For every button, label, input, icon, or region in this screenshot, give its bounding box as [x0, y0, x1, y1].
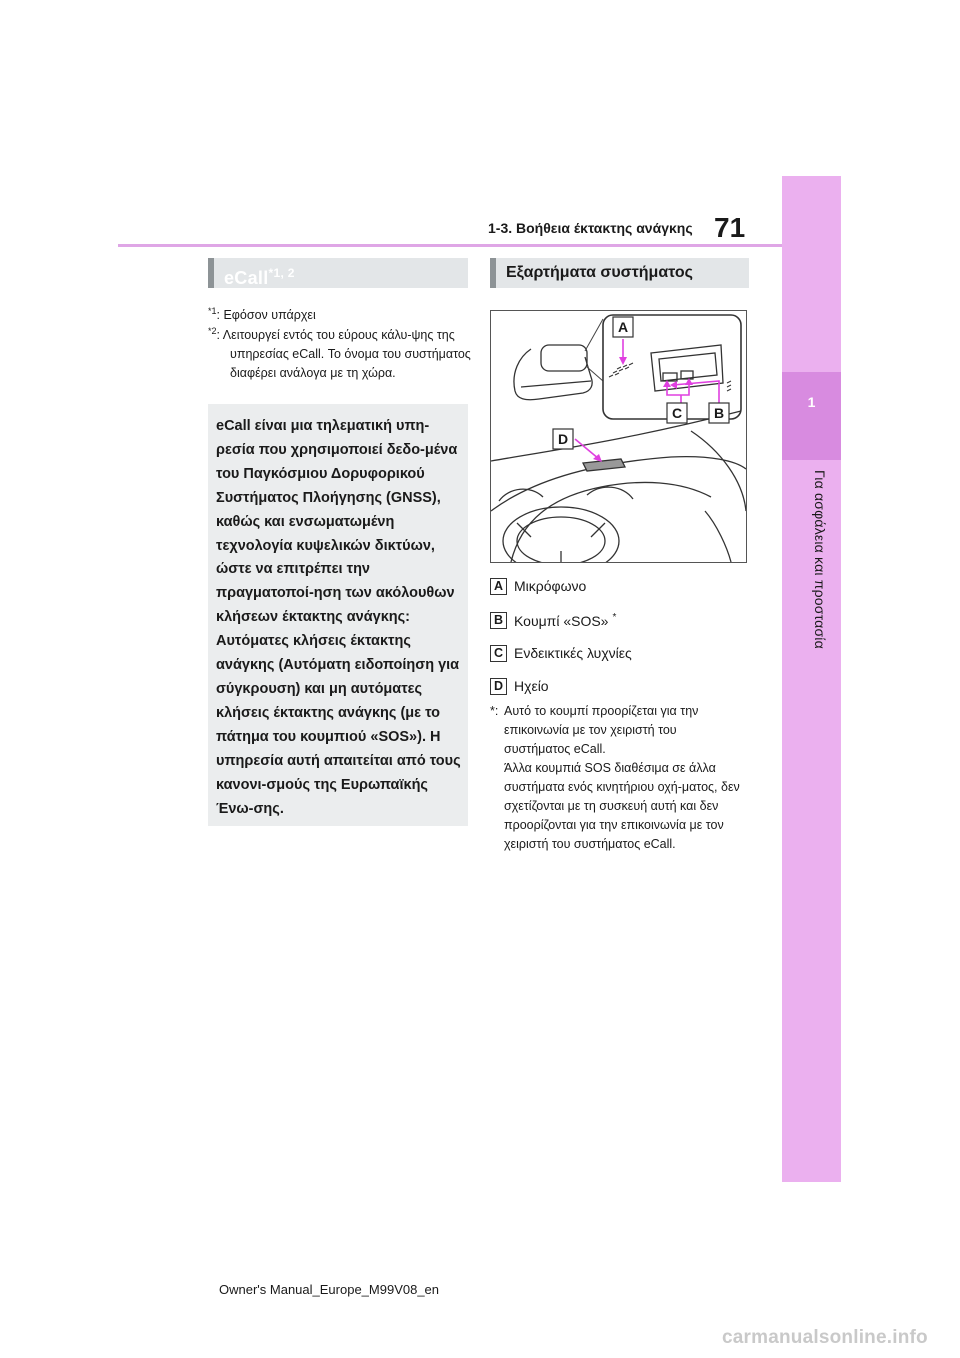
car-interior-illustration	[491, 311, 746, 562]
page-number: 71	[714, 212, 746, 243]
callout-d-arrow	[575, 439, 599, 459]
components-heading: Εξαρτήματα συστήματος	[506, 264, 693, 281]
legend-label-speaker-text: Ηχείο	[514, 678, 549, 694]
speaker-grille	[583, 459, 625, 471]
note-1-text: : Εφόσον υπάρχει	[216, 308, 316, 322]
sos-button-footnote	[490, 702, 745, 854]
mirror-edge-line	[521, 381, 591, 387]
legend-label-sos-button-text: Κουμπί «SOS»	[514, 612, 609, 629]
legend-letter-b: B	[490, 612, 507, 629]
legend-footnote-marker: *	[612, 611, 617, 623]
overhead-console-small	[541, 345, 587, 371]
microphone-grille-right	[727, 381, 731, 391]
watermark: carmanualsonline.info	[722, 1327, 928, 1348]
callout-b-arrowhead	[670, 381, 677, 389]
footnote-marker: *:	[490, 704, 499, 718]
callout-b-label: B	[713, 405, 725, 421]
section-heading: 1-3. Βοήθεια έκτακτης ανάγκης	[488, 220, 693, 236]
callout-d-label: D	[557, 431, 569, 447]
chapter-title: Για ασφάλεια και προστασία	[812, 470, 828, 649]
rearview-mirror-shape	[514, 349, 592, 400]
chapter-tab-active	[782, 372, 841, 460]
legend-item-indicator-lamps	[490, 643, 632, 663]
footnote-text: Αυτό το κουμπί προορίζεται για την επικοινωνία με τον χειριστή του συστήματος eCall. Άλλα κουμπιά SOS διαθέσιμα σε άλλα συστήματα ενός κινητήριου οχή-ματος, δεν σχετίζονται με τη συσκευή αυτή και δεν προορίζονται για την επικοινωνία με τον χειριστή του συστήματος eCall.	[504, 704, 740, 851]
manual-id-footer: Owner's Manual_Europe_M99V08_en	[219, 1282, 440, 1297]
legend-label-indicator-lamps-text: Ενδεικτικές λυχνίες	[514, 645, 632, 661]
header-rule	[118, 244, 782, 247]
steering-spokes	[517, 523, 605, 562]
legend-letter-c: C	[490, 645, 507, 662]
ecall-description-box	[208, 404, 468, 826]
legend-label-sos-button	[514, 612, 616, 629]
chapter-number: 1	[807, 394, 816, 410]
note-2-text: : Λειτουργεί εντός του εύρους κάλυ-ψης της υπηρεσίας eCall. Το όνομα του συστήματος διαφέρει ανάλογα με τη χώρα.	[216, 328, 471, 380]
legend-label-indicator-lamps	[514, 645, 632, 661]
callout-a-label: A	[617, 319, 629, 335]
note-2	[208, 322, 482, 383]
components-section-bar	[490, 258, 749, 288]
ecall-heading-superscript: *1, 2	[268, 266, 295, 280]
ecall-description: eCall είναι μια τηλεματική υπη-ρεσία που χρησιμοποιεί δεδο-μένα του Παγκόσμιου Δορυφορικού Συστήματος Πλοήγησης (GNSS), καθώς και ενσωματωμένη τεχνολογία κυψελικών δικτύων, ώστε να επιτρέπει την πραγματοποί-ηση των ακόλουθων κλήσεων έκτακτης ανάγκης: Αυτόματες κλήσεις έκτακτης ανάγκης (Αυτόματη ειδοποίηση για σύγκρουση) και μη αυτόματες κλήσεις έκτακτης ανάγκης (με το πάτημα του κουμπιού «SOS»). Η υπηρεσία αυτή απαιτείται από τους κανονι-σμούς της Ευρωπαϊκής Ένω-σης.	[216, 418, 461, 817]
callout-a-arrowhead	[619, 357, 627, 365]
legend-label-microphone	[514, 578, 586, 594]
ecall-section-bar	[208, 258, 468, 288]
note-1-marker: *1	[208, 306, 217, 316]
microphone-grille-left	[609, 363, 633, 377]
ecall-heading	[224, 268, 295, 288]
system-components-diagram	[490, 310, 747, 563]
right-pillar	[691, 431, 746, 562]
callout-c-label: C	[671, 405, 683, 421]
legend-label-speaker	[514, 678, 549, 694]
legend-letter-a: A	[490, 578, 507, 595]
chapter-side-tab	[782, 176, 841, 1182]
overhead-module-inner	[659, 353, 717, 381]
legend-item-sos-button	[490, 610, 616, 630]
zoom-lines	[585, 319, 603, 381]
legend-letter-d: D	[490, 678, 507, 695]
ecall-heading-text: eCall	[224, 268, 269, 288]
legend-item-microphone	[490, 576, 586, 596]
legend-item-speaker	[490, 676, 549, 696]
legend-label-microphone-text: Μικρόφωνο	[514, 578, 587, 594]
note-2-marker: *2	[208, 326, 217, 336]
